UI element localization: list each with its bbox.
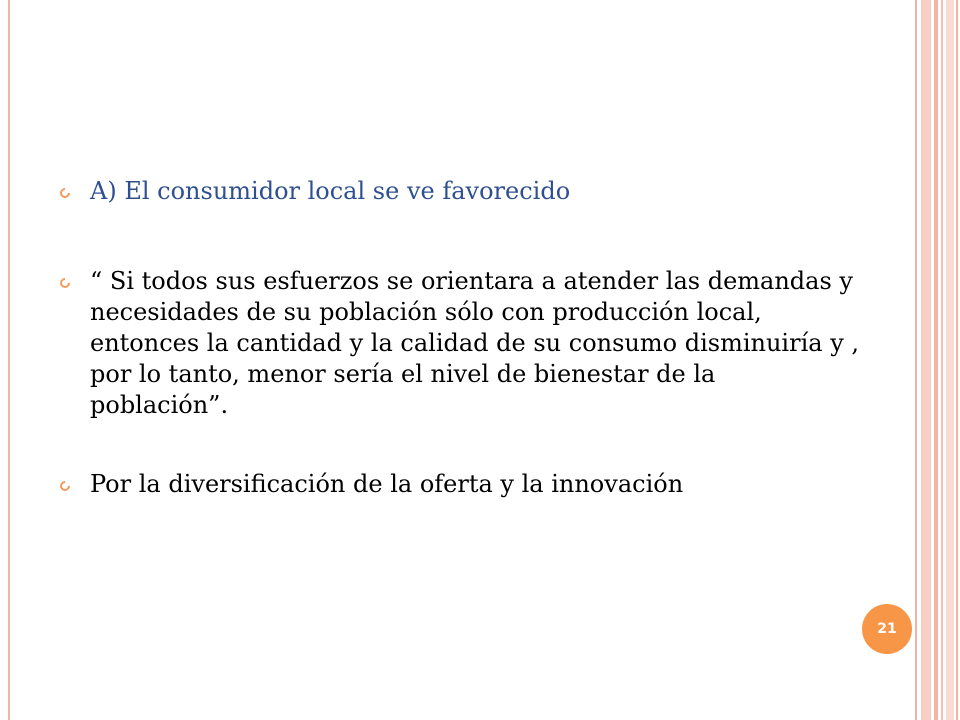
stripe [941, 0, 943, 720]
stripe [915, 0, 917, 720]
bullet-text: Por la diversificación de la oferta y la innovación [90, 470, 684, 498]
right-decorative-stripes [915, 0, 960, 720]
stripe [921, 0, 931, 720]
stripe [946, 0, 954, 720]
bullet-item-consumer-favored [60, 176, 860, 207]
bullet-circle-icon [58, 479, 72, 493]
bullet-text: A) El consumidor local se ve favorecido [90, 177, 571, 205]
bullet-circle-icon [58, 186, 72, 200]
page-number-badge: 21 [862, 604, 912, 654]
stripe [956, 0, 958, 720]
bullet-item-quote [60, 266, 860, 421]
bullet-text: “ Si todos sus esfuerzos se orientara a atender las demandas y necesidades de su población sólo con producción local, entonces la cantidad y la calidad de su consumo disminuiría y , por lo tanto, menor sería el nivel de bienestar de la población”. [90, 267, 860, 419]
left-frame-line [0, 0, 10, 720]
bullet-item-diversification [60, 469, 860, 500]
bullet-circle-icon [58, 276, 72, 290]
stripe [934, 0, 938, 720]
bullet-list [60, 176, 860, 500]
